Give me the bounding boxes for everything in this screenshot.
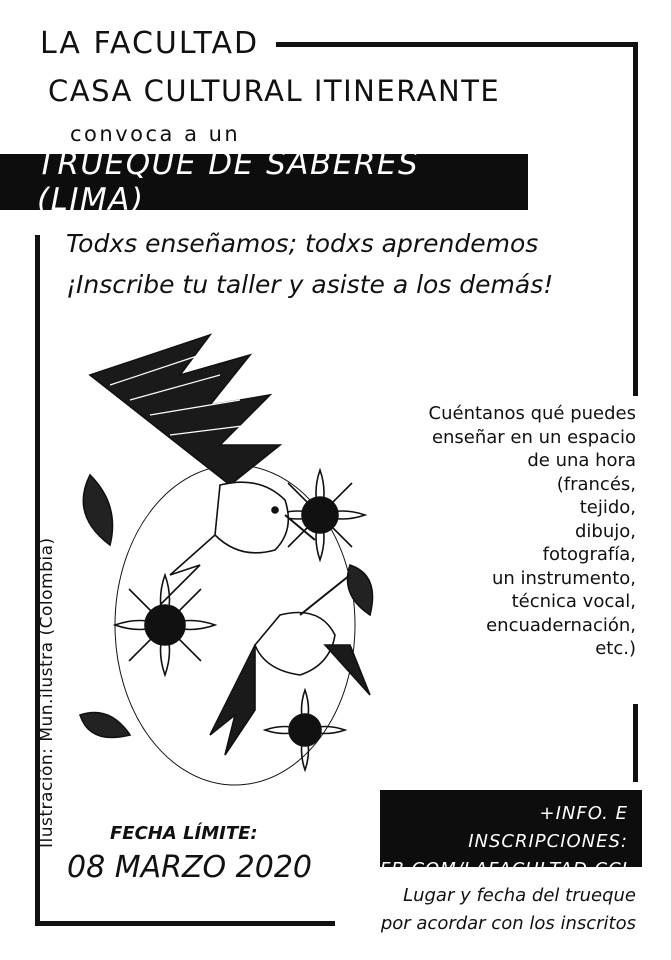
info-line: enseñar en un espacio bbox=[431, 426, 636, 448]
location-line-1: Lugar y fecha del trueque bbox=[403, 885, 636, 906]
event-title: TRUEQUE DE SABERES (LIMA) bbox=[37, 146, 420, 218]
info-line: dibujo, bbox=[575, 520, 636, 542]
hummingbird-illustration bbox=[50, 315, 380, 805]
frame-top-line bbox=[276, 42, 638, 47]
info-line: etc.) bbox=[595, 638, 636, 659]
convoca-text: convoca a un bbox=[70, 122, 241, 146]
info-line: un instrumento, bbox=[492, 567, 636, 589]
frame-right-line-upper bbox=[633, 42, 638, 396]
info-line: (francés, bbox=[556, 473, 636, 495]
info-line: encuadernación, bbox=[486, 614, 636, 636]
info-list bbox=[380, 402, 636, 661]
info-line: Cuéntanos qué puedes bbox=[428, 403, 636, 424]
illustration-credit: Ilustración: Mun.ilustra (Colombia) bbox=[37, 537, 57, 848]
contact-heading: +INFO. E INSCRIPCIONES: bbox=[468, 803, 628, 852]
info-line: técnica vocal, bbox=[511, 591, 636, 612]
info-line: de una hora bbox=[527, 450, 636, 471]
title-banner bbox=[0, 146, 528, 218]
info-line: tejido, bbox=[579, 497, 636, 518]
org-subtitle: CASA CULTURAL ITINERANTE bbox=[48, 74, 501, 108]
deadline-label: FECHA LÍMITE: bbox=[110, 823, 258, 844]
location-line-2: por acordar con los inscritos bbox=[380, 913, 636, 934]
slogan-line-1: Todxs enseñamos; todxs aprendemos bbox=[66, 229, 539, 258]
org-name: LA FACULTAD bbox=[40, 26, 260, 61]
deadline-date: 08 MARZO 2020 bbox=[67, 850, 313, 885]
contact-link[interactable]: FB.COM/LAFACULTAD.CCI bbox=[380, 859, 628, 880]
location-note bbox=[330, 882, 636, 938]
info-line: fotografía, bbox=[542, 544, 636, 565]
frame-right-line-lower bbox=[633, 704, 638, 782]
contact-box bbox=[380, 790, 642, 880]
slogan-line-2: ¡Inscribe tu taller y asiste a los demás! bbox=[66, 270, 554, 299]
frame-bottom-line bbox=[35, 921, 335, 926]
